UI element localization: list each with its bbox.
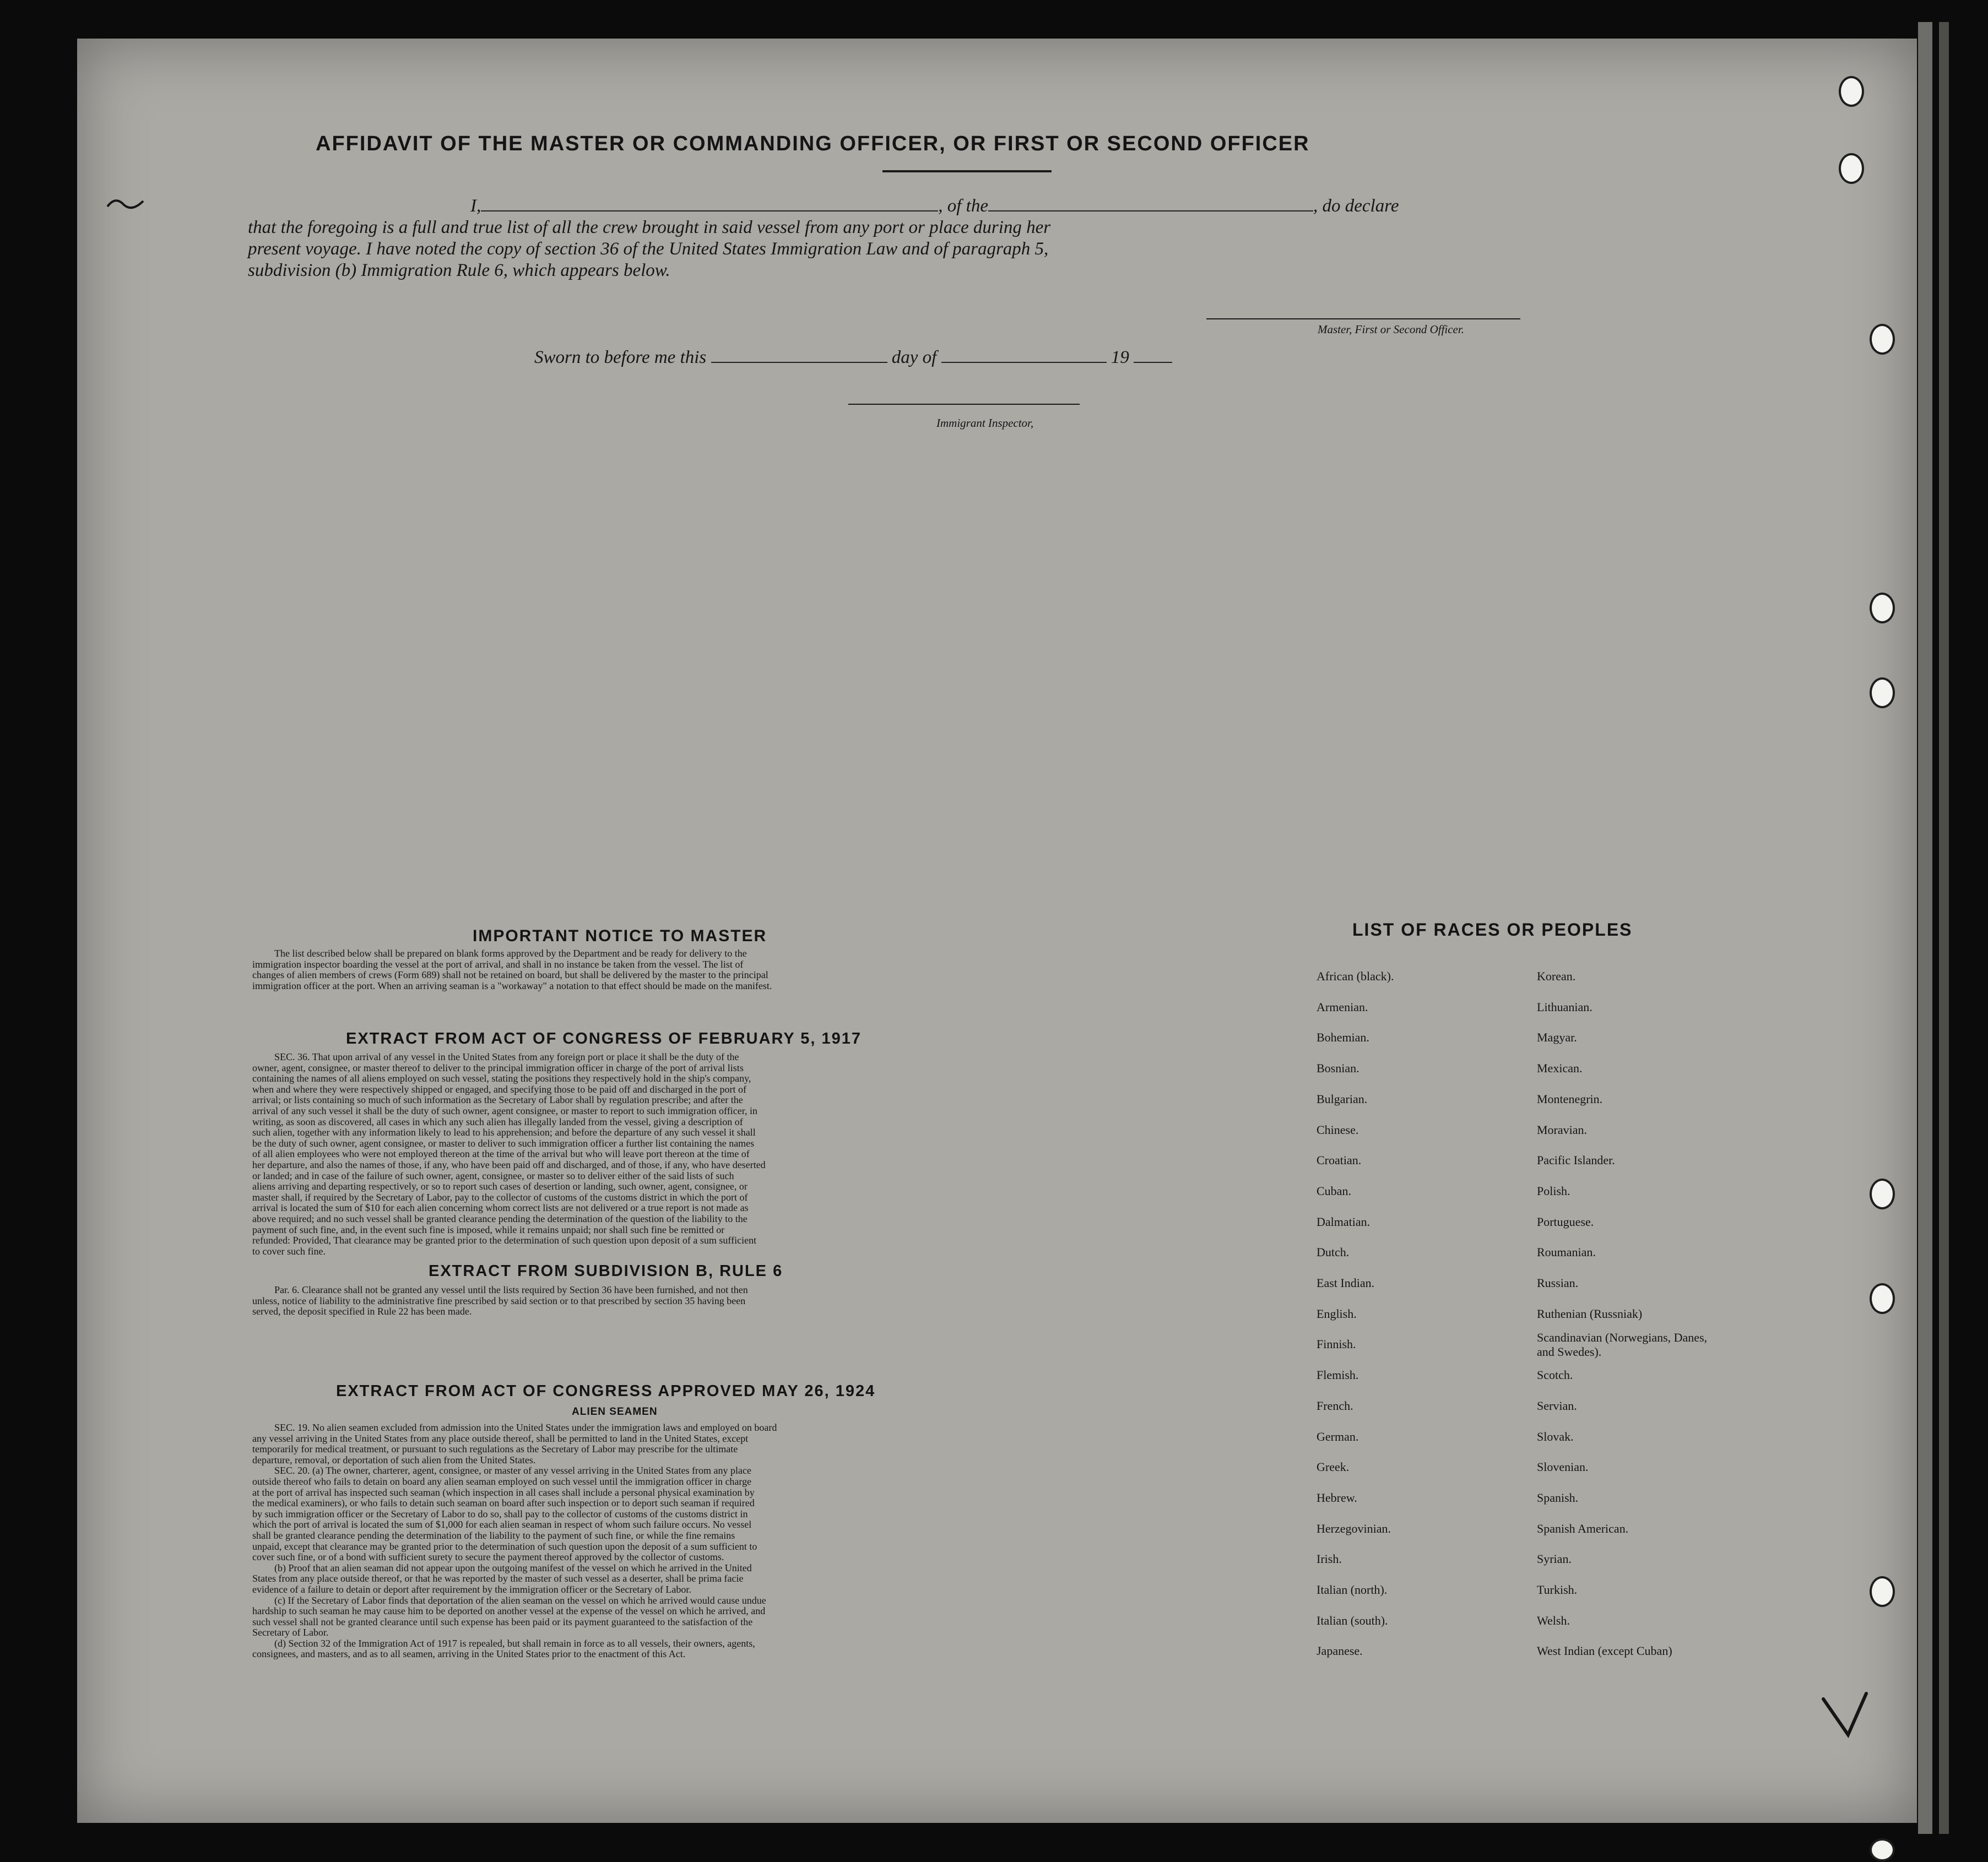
extract-1917-line: owner, agent, consignee, or master thereof to deliver to the principal immigration officer in charge of the port of arrival lists (252, 1062, 744, 1073)
punch-hole-icon (1870, 1576, 1895, 1607)
races-title: LIST OF RACES OR PEOPLES (1352, 920, 1633, 940)
extract-1917-line: refunded: Provided, That clearance may be granted prior to the determination of such question upon deposit of a sum sufficient (252, 1235, 757, 1246)
race-item: Finnish. (1317, 1337, 1356, 1351)
extract-1917-line: above required; and no such vessel shall be granted clearance pending the determination of the question of the liability to the (252, 1213, 747, 1224)
race-item: Servian. (1537, 1398, 1577, 1413)
extract-1917-line: such alien, together with any information likely to lead to his apprehension; and before the departure of any such vessel it shall (252, 1127, 756, 1138)
sworn-pre: Sworn to before me this (534, 348, 707, 367)
extract-1924-line: (b) Proof that an alien seaman did not appear upon the outgoing manifest of the vessel on which he arrived in the United (274, 1562, 752, 1573)
extract-1917-line: SEC. 36. That upon arrival of any vessel in the United States from any foreign port or place it shall be the duty of the (274, 1051, 739, 1062)
extract-1917-line: arrival; or lists containing so much of such information as the Secretary of Labor shall by regulation prescribe; and after the (252, 1094, 743, 1106)
extract-1917-line: writing, as soon as discovered, all cases in which any such alien has illegally landed from the vessel, giving a description of (252, 1116, 743, 1127)
extract-1924-line: which the port of arrival is located the sum of $1,000 for each alien seaman in respect of whom such failure occurs. No vessel (252, 1519, 752, 1530)
punch-hole-icon (1870, 1283, 1895, 1314)
sworn-month-blank[interactable] (941, 362, 1107, 363)
affidavit-line-1 (248, 196, 1515, 217)
extract-1924-title: EXTRACT FROM ACT OF CONGRESS APPROVED MAY 26, 1924 (336, 1382, 876, 1400)
race-item: Herzegovinian. (1317, 1521, 1391, 1535)
notice-line: immigration inspector boarding the vessel at the port of arrival, and shall in no instance be taken from the vessel. The list of (252, 958, 744, 970)
race-item: Lithuanian. (1537, 1000, 1592, 1014)
race-item: Scotch. (1537, 1368, 1573, 1382)
extract-1917-line: master shall, if required by the Secretary of Labor, pay to the collector of customs of the customs district in which the port of (252, 1191, 748, 1203)
race-item: Russian. (1537, 1276, 1579, 1290)
race-item: Hebrew. (1317, 1490, 1357, 1505)
extract-1924-line: outside thereof who fails to detain on board any alien seaman employed on such vessel until the immigration officer in charge (252, 1475, 752, 1487)
affidavit-line-3: present voyage. I have noted the copy of section 36 of the United States Immigration Law and of paragraph 5, (248, 239, 1049, 259)
affidavit-of-the: , of the (938, 196, 988, 216)
sworn-line (534, 347, 1172, 368)
affidavit-body (248, 196, 1515, 281)
race-item: Magyar. (1537, 1030, 1577, 1045)
sworn-day-blank[interactable] (711, 362, 887, 363)
sworn-day-of: day of (891, 348, 937, 367)
affidavit-do-declare: , do declare (1313, 196, 1399, 216)
race-item: English. (1317, 1306, 1357, 1321)
extract-1917-title: EXTRACT FROM ACT OF CONGRESS OF FEBRUARY 5, 1917 (346, 1030, 862, 1047)
pen-mark-icon (105, 193, 154, 215)
race-item: Cuban. (1317, 1184, 1351, 1198)
race-item: Welsh. (1537, 1613, 1570, 1627)
extract-1924-line: consignees, and masters, and as to all seamen, arriving in the United States prior to the enactment of this Act. (252, 1648, 686, 1660)
extract-1924-line: temporarily for medical treatment, or pursuant to such regulations as the Secretary of Labor may prescribe for the ultimate (252, 1443, 738, 1455)
punch-hole-icon (1839, 76, 1864, 107)
notice-body (252, 948, 1046, 991)
sworn-year: 19 (1111, 348, 1129, 367)
extract-1924-line: such vessel shall not be granted clearance until such expense has been paid or its payment guaranteed to the satisfaction of the (252, 1616, 753, 1627)
race-item: Bohemian. (1317, 1030, 1369, 1045)
extract-1924-line: departure, removal, or deportation of such alien from the United States. (252, 1454, 536, 1465)
race-item: Moravian. (1537, 1122, 1588, 1137)
race-item: West Indian (except Cuban) (1537, 1644, 1672, 1658)
races-left-column (1317, 961, 1394, 1666)
race-item: Dalmatian. (1317, 1214, 1371, 1229)
extract-1924-line: States from any place outside thereof, or that he was reported by the master of such vessel as a deserter, shall be prima facie (252, 1573, 744, 1584)
extract-1924-line: SEC. 20. (a) The owner, charterer, agent, consignee, or master of any vessel arriving in the United States from any place (274, 1465, 751, 1476)
extract-1924-line: any vessel arriving in the United States from any place outside thereof, shall be permitted to land in the United States, except (252, 1432, 749, 1444)
extract-1924-line: cover such fine, or of a bond with sufficient surety to secure the payment thereof approved by the collector of customs. (252, 1551, 724, 1563)
affidavit-i: I, (470, 196, 481, 216)
race-item: Spanish American. (1537, 1521, 1629, 1535)
race-item: Irish. (1317, 1552, 1342, 1566)
extract-1924-line: at the port of arrival has inspected such seaman (which inspection in all cases shall include a personal physical examination by (252, 1486, 755, 1498)
race-item: Greek. (1317, 1460, 1350, 1474)
extract-1917-body (252, 1052, 1046, 1257)
race-item: Polish. (1537, 1184, 1570, 1198)
race-item: Italian (south). (1317, 1613, 1388, 1627)
extract-1917-line: be the duty of such owner, agent consignee, or master to deliver to such immigration officer a further list containing the names (252, 1137, 755, 1149)
notice-title: IMPORTANT NOTICE TO MASTER (473, 927, 767, 945)
pen-check-mark-icon (1818, 1685, 1884, 1746)
race-item: French. (1317, 1398, 1353, 1413)
rule6-line: Par. 6. Clearance shall not be granted any vessel until the lists required by Section 36 have been furnished, and not then (274, 1284, 748, 1295)
sworn-year-blank[interactable] (1134, 362, 1172, 363)
race-item: Roumanian. (1537, 1245, 1596, 1260)
race-item: Japanese. (1317, 1644, 1363, 1658)
race-item: Portuguese. (1537, 1214, 1594, 1229)
punch-hole-icon (1870, 677, 1895, 708)
notice-line: changes of alien members of crews (Form 689) shall not be retained on board, but shall be delivered by the master to the principal (252, 969, 768, 981)
extract-1917-line: or landed; and in case of the failure of such owner, agent, consignee, or master so to deliver either of the said lists of such (252, 1170, 734, 1181)
extract-1924-line: SEC. 19. No alien seamen excluded from admission into the United States under the immigration laws and employed on board (274, 1422, 777, 1433)
race-item: Ruthenian (Russniak) (1537, 1306, 1643, 1321)
extract-1917-line: arrival of any such vessel it shall be the duty of such owner, agent consignee, or master to report to such immigration officer, in (252, 1105, 757, 1116)
punch-hole-icon (1870, 324, 1895, 355)
race-item: Slovak. (1537, 1429, 1574, 1443)
page-edge-right (1918, 22, 1932, 1834)
page-edge-far-right (1939, 22, 1949, 1834)
notice-line: The list described below shall be prepared on blank forms approved by the Department and be ready for delivery to the (274, 948, 747, 959)
extract-1924-line: shall be granted clearance pending the determination of the liability to the payment of such fine, or while the fine remains (252, 1529, 735, 1541)
extract-1924-line: by such immigration officer or the Secretary of Labor to do so, shall pay to the collector of customs of the customs district in (252, 1508, 748, 1519)
affidavit-title: AFFIDAVIT OF THE MASTER OR COMMANDING OFFICER, OR FIRST OR SECOND OFFICER (316, 132, 1310, 155)
master-signature-line (1206, 318, 1520, 319)
extract-1924-line: unpaid, except that clearance may be granted prior to the determination of such question upon the deposit of a sum sufficient to (252, 1540, 757, 1552)
extract-1917-line: when and where they were respectively shipped or engaged, and specifying those to be paid off and discharged in the port of (252, 1083, 747, 1095)
race-item: German. (1317, 1429, 1359, 1443)
race-item: Bulgarian. (1317, 1092, 1368, 1106)
inspector-caption: Immigrant Inspector, (936, 416, 1034, 430)
race-item: Chinese. (1317, 1122, 1359, 1137)
races-right-column (1537, 961, 1719, 1666)
notice-line: immigration officer at the port. When an arriving seaman is a "workaway" a notation to that effect should be made on the manifest. (252, 980, 772, 991)
affidavit-line-4: subdivision (b) Immigration Rule 6, which appears below. (248, 260, 670, 280)
bleed-through-header (275, 121, 284, 154)
name-blank[interactable] (481, 210, 938, 211)
extract-1917-line: to cover such fine. (252, 1245, 326, 1257)
extract-1917-line: her departure, and also the names of those, if any, who have been paid off and discharged, and of those, if any, who have deserted (252, 1159, 766, 1170)
extract-1924-subtitle: ALIEN SEAMEN (572, 1406, 658, 1418)
race-item: Bosnian. (1317, 1061, 1359, 1076)
race-item: Dutch. (1317, 1245, 1350, 1260)
rule6-title: EXTRACT FROM SUBDIVISION B, RULE 6 (429, 1262, 783, 1280)
extract-1917-line: payment of such fine, and, in the event such fine is imposed, while it remains unpaid; nor shall such fine be remitted or (252, 1224, 725, 1235)
extract-1917-line: aliens arriving and departing respectively, or so to report such cases of desertion or landing, such owner, agent, consignee, or (252, 1181, 747, 1192)
race-item: Croatian. (1317, 1153, 1362, 1168)
extract-1924-body (252, 1423, 1046, 1660)
race-item: Spanish. (1537, 1490, 1579, 1505)
extract-1924-line: evidence of a failure to detain or deport after requirement by the immigration officer or the Secretary of Labor. (252, 1583, 691, 1595)
punch-hole-icon (1870, 1179, 1895, 1209)
punch-hole-icon (1870, 1838, 1895, 1861)
extract-1917-line: of all alien employees who were not employed thereon at the time of the arrival but who will leave port thereon at the time of (252, 1148, 750, 1160)
race-item: Flemish. (1317, 1368, 1359, 1382)
race-item: Scandinavian (Norwegians, Danes, and Swedes). (1537, 1331, 1708, 1359)
punch-hole-icon (1870, 593, 1895, 623)
race-item: Turkish. (1537, 1583, 1578, 1597)
race-item: Korean. (1537, 969, 1576, 983)
rule6-line: unless, notice of liability to the administrative fine prescribed by said section or to that prescribed by section 35 having been (252, 1295, 746, 1306)
extract-1917-line: containing the names of all aliens employed on such vessel, stating the positions they respectively hold in the ship's company, (252, 1073, 751, 1084)
master-signature-caption: Master, First or Second Officer. (1318, 323, 1464, 336)
vessel-blank[interactable] (988, 210, 1313, 211)
race-item: Montenegrin. (1537, 1092, 1603, 1106)
race-item: Syrian. (1537, 1552, 1572, 1566)
extract-1917-line: arrival is located the sum of $10 for each alien concerning whom correct lists are not delivered or a true report is not made as (252, 1202, 749, 1214)
inspector-signature-line (848, 404, 1080, 405)
extract-1924-line: Secretary of Labor. (252, 1627, 329, 1638)
race-item: Armenian. (1317, 1000, 1368, 1014)
rule6-body (252, 1285, 1046, 1317)
race-item: Italian (north). (1317, 1583, 1388, 1597)
extract-1924-line: the medical examiners), or who fails to detain such seaman on board after such inspection or to deport such seaman if required (252, 1497, 755, 1509)
race-item: African (black). (1317, 969, 1394, 983)
extract-1924-line: (d) Section 32 of the Immigration Act of 1917 is repealed, but shall remain in force as to all vessels, their owners, agents, (274, 1637, 755, 1649)
extract-1924-line: (c) If the Secretary of Labor finds that deportation of the alien seaman on the vessel on which he arrived would cause undue (274, 1594, 766, 1606)
affidavit-title-rule (882, 170, 1052, 172)
punch-hole-icon (1839, 153, 1864, 184)
race-item: East Indian. (1317, 1276, 1375, 1290)
race-item: Pacific Islander. (1537, 1153, 1615, 1168)
affidavit-line-2: that the foregoing is a full and true list of all the crew brought in said vessel from any port or place during her (248, 218, 1051, 237)
race-item: Mexican. (1537, 1061, 1583, 1076)
rule6-line: served, the deposit specified in Rule 22 has been made. (252, 1306, 472, 1317)
race-item: Slovenian. (1537, 1460, 1589, 1474)
extract-1924-line: hardship to such seaman he may cause him to be deported on another vessel at the expense of the vessel on which he arrived, and (252, 1605, 766, 1617)
